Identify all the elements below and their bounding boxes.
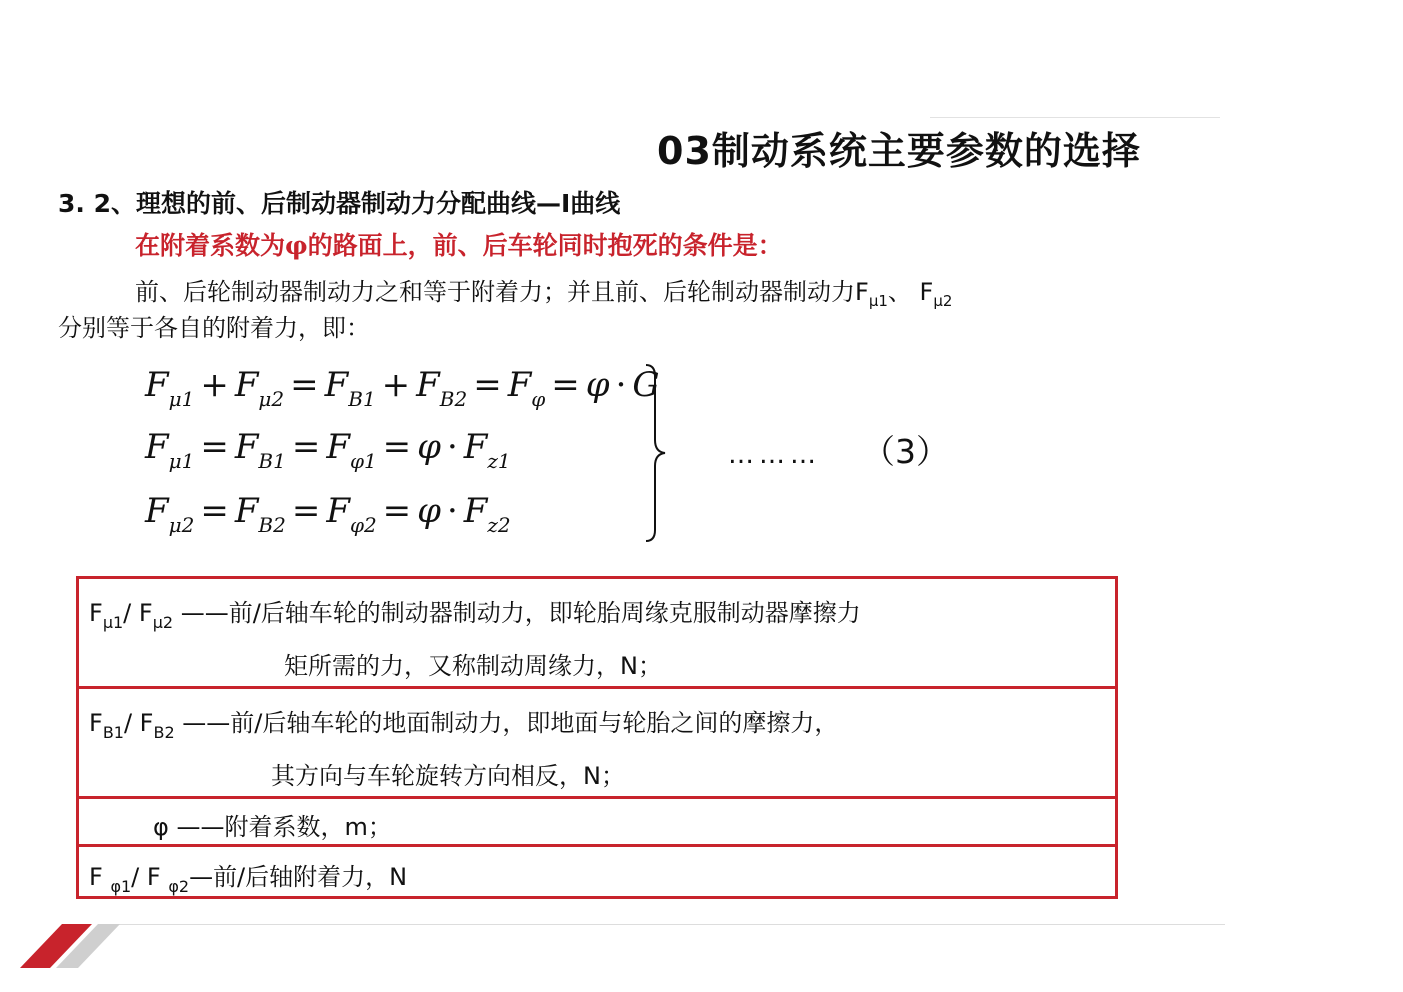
symbol-F: F (416, 365, 440, 405)
operator-dot: · (615, 365, 627, 405)
symbol-F: F (326, 491, 350, 531)
slide-title: 03制动系统主要参数的选择 (657, 129, 1141, 173)
symbol-F: F (463, 427, 488, 467)
right-brace-icon (640, 362, 670, 544)
subscript: φ (531, 387, 546, 411)
symbol-F: F (324, 365, 349, 405)
body-text: 前、后轮制动器制动力之和等于附着力；并且前、后轮制动器制动力F (135, 278, 869, 306)
definitions-table (76, 576, 1118, 899)
subscript: μ1 (168, 449, 195, 473)
subscript: z2 (487, 513, 511, 537)
subscript: B1 (258, 449, 286, 473)
footer-stripe-decoration (20, 924, 130, 968)
separator: 、 F (887, 278, 934, 306)
subscript: μ1 (868, 292, 888, 310)
equation-number: （3） (862, 432, 949, 471)
symbol-phi: φ (417, 491, 441, 531)
symbol-F: F (145, 427, 169, 467)
definition-line-continued: 其方向与车轮旋转方向相反，N； (271, 762, 625, 790)
operator-equals: = (290, 365, 319, 405)
subscript: μ2 (168, 513, 195, 537)
subscript: B2 (258, 513, 286, 537)
operator-equals: = (473, 365, 502, 405)
symbol-F: F (326, 427, 350, 467)
body-paragraph-line-2: 分别等于各自的附着力，即： (58, 314, 370, 342)
operator-dot: · (446, 491, 458, 531)
condition-statement: 在附着系数为φ的路面上，前、后车轮同时抱死的条件是： (135, 231, 783, 260)
subscript: μ1 (168, 387, 195, 411)
subscript: z1 (487, 449, 511, 473)
equation-1 (145, 365, 660, 411)
equation-leader-dots: ……… (728, 440, 821, 470)
operator-equals: = (551, 365, 580, 405)
symbol-F: F (463, 491, 488, 531)
definition-row (79, 686, 1115, 796)
definition-row (79, 844, 1115, 896)
subscript: φ2 (349, 513, 377, 537)
definition-line: $F_{B1}/$ $F_{B2}$ ——前/后轴车轮的地面制动力，即地面与轮胎之间的摩擦力， (89, 709, 839, 742)
definition-line: φ ——附着系数，m； (153, 813, 392, 841)
operator-equals: = (200, 491, 229, 531)
subscript: B2 (439, 387, 468, 411)
definition-row (79, 796, 1115, 844)
equation-3 (145, 491, 511, 537)
operator-equals: = (382, 427, 412, 467)
operator-equals: = (382, 491, 412, 531)
symbol-F: F (145, 491, 169, 531)
subscript: B1 (348, 387, 376, 411)
symbol-F: F (507, 365, 532, 405)
equation-2 (145, 427, 511, 473)
symbol-G: G (632, 365, 660, 405)
symbol-F: F (234, 427, 259, 467)
operator-plus: + (381, 365, 411, 405)
subscript: μ2 (933, 292, 953, 310)
symbol-F: F (145, 365, 169, 405)
operator-equals: = (291, 491, 321, 531)
symbol-phi: φ (585, 365, 610, 405)
operator-dot: · (446, 427, 458, 467)
symbol-F: F (234, 491, 259, 531)
footer-divider (100, 924, 1225, 925)
definition-line-continued: 矩所需的力，又称制动周缘力，N； (284, 652, 662, 680)
symbol-F: F (234, 365, 259, 405)
operator-equals: = (200, 427, 229, 467)
definition-line: F $_{\varphi 1}$/ F $_{\varphi 2}$—前/后轴附着力，N (89, 863, 408, 896)
definition-line: $F_{\mu 1}/$ $F_{\mu 2}$ ——前/后轴车轮的制动器制动力，即轮胎周缘克服制动器摩擦力 (89, 599, 861, 632)
subscript: μ2 (258, 387, 285, 411)
header-divider (930, 117, 1220, 118)
symbol-phi: φ (417, 427, 441, 467)
body-paragraph-line-1 (135, 272, 952, 310)
definition-row (79, 579, 1115, 686)
operator-equals: = (291, 427, 321, 467)
operator-plus: + (200, 365, 229, 405)
subscript: φ1 (349, 449, 377, 473)
section-heading: 3. 2、理想的前、后制动器制动力分配曲线—I曲线 (58, 189, 621, 218)
